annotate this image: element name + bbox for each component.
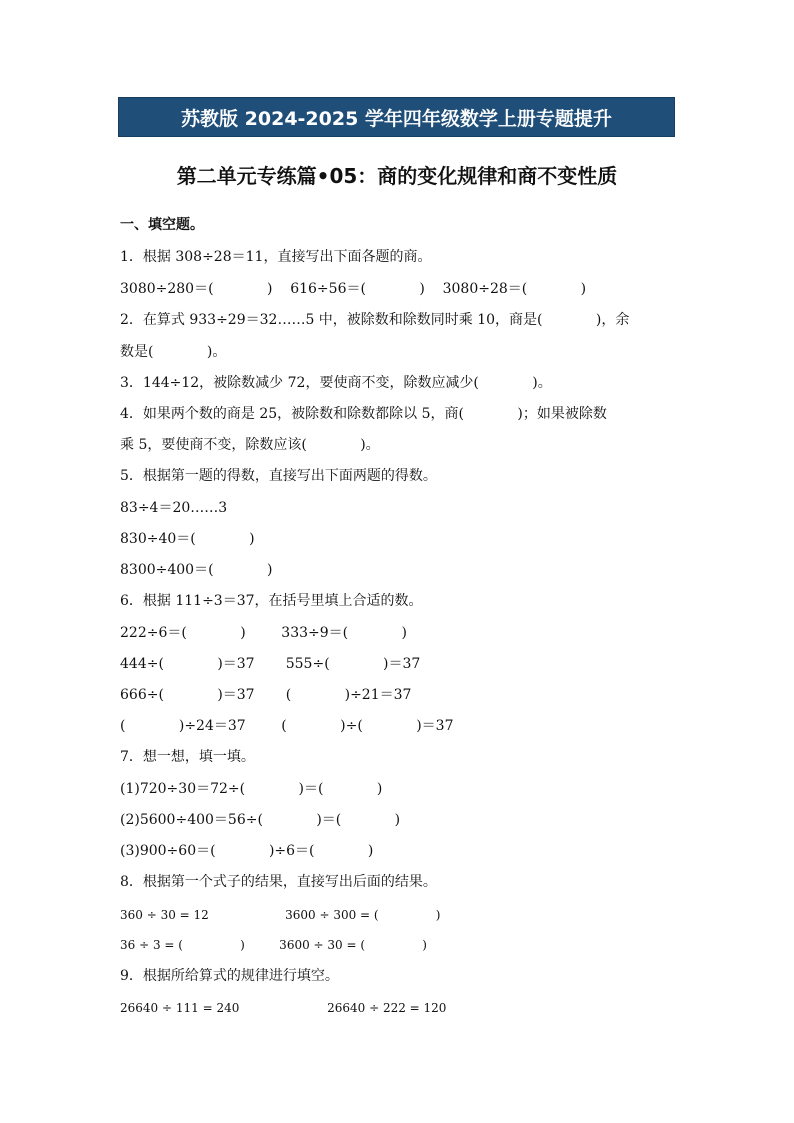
question-7: 7．想一想，填一填。: [120, 749, 255, 765]
question-8-row-1: 360 ÷ 30 = 12 3600 ÷ 300 = ( ): [120, 908, 441, 922]
question-6: 6．根据 111÷3＝37，在括号里填上合适的数。: [120, 593, 423, 609]
question-8-row-2: 36 ÷ 3 = ( ) 3600 ÷ 30 = ( ): [120, 938, 427, 952]
page-subtitle: 第二单元专练篇•05：商的变化规律和商不变性质: [176, 164, 618, 188]
question-7-item-3: (3)900÷60＝( )÷6＝( ): [120, 843, 374, 859]
question-5-item-b: 8300÷400＝( ): [120, 562, 273, 578]
question-6-row-2: 444÷( )＝37 555÷( )＝37: [120, 656, 421, 672]
question-5-item-a: 830÷40＝( ): [120, 531, 255, 547]
title-banner: 苏教版 2024-2025 学年四年级数学上册专题提升: [118, 97, 675, 137]
question-1-answers: 3080÷280＝( ) 616÷56＝( ) 3080÷28＝( ): [120, 281, 587, 297]
question-7-item-1: (1)720÷30＝72÷( )＝( ): [120, 781, 383, 797]
question-8: 8．根据第一个式子的结果，直接写出后面的结果。: [120, 874, 437, 890]
question-2: 2．在算式 933÷29＝32……5 中，被除数和除数同时乘 10，商是( )，余: [120, 312, 630, 328]
question-3: 3．144÷12，被除数减少 72，要使商不变，除数应减少( )。: [120, 375, 552, 391]
question-6-row-1: 222÷6＝( ) 333÷9＝( ): [120, 625, 407, 641]
question-6-row-3: 666÷( )＝37 ( )÷21＝37: [120, 687, 412, 703]
question-2-cont: 数是( )。: [120, 344, 227, 360]
question-4-cont: 乘 5，要使商不变，除数应该( )。: [120, 437, 380, 453]
question-9: 9．根据所给算式的规律进行填空。: [120, 968, 339, 984]
question-5-example: 83÷4＝20……3: [120, 500, 228, 516]
question-9-row-1: 26640 ÷ 111 = 240 26640 ÷ 222 = 120: [120, 1001, 447, 1015]
question-6-row-4: ( )÷24＝37 ( )÷( )＝37: [120, 718, 454, 734]
question-1: 1．根据 308÷28＝11，直接写出下面各题的商。: [120, 249, 432, 265]
question-4: 4．如果两个数的商是 25，被除数和除数都除以 5，商( )；如果被除数: [120, 406, 607, 422]
question-7-item-2: (2)5600÷400＝56÷( )＝( ): [120, 812, 401, 828]
section-heading: 一、填空题。: [120, 217, 204, 233]
question-5: 5．根据第一题的得数，直接写出下面两题的得数。: [120, 468, 437, 484]
